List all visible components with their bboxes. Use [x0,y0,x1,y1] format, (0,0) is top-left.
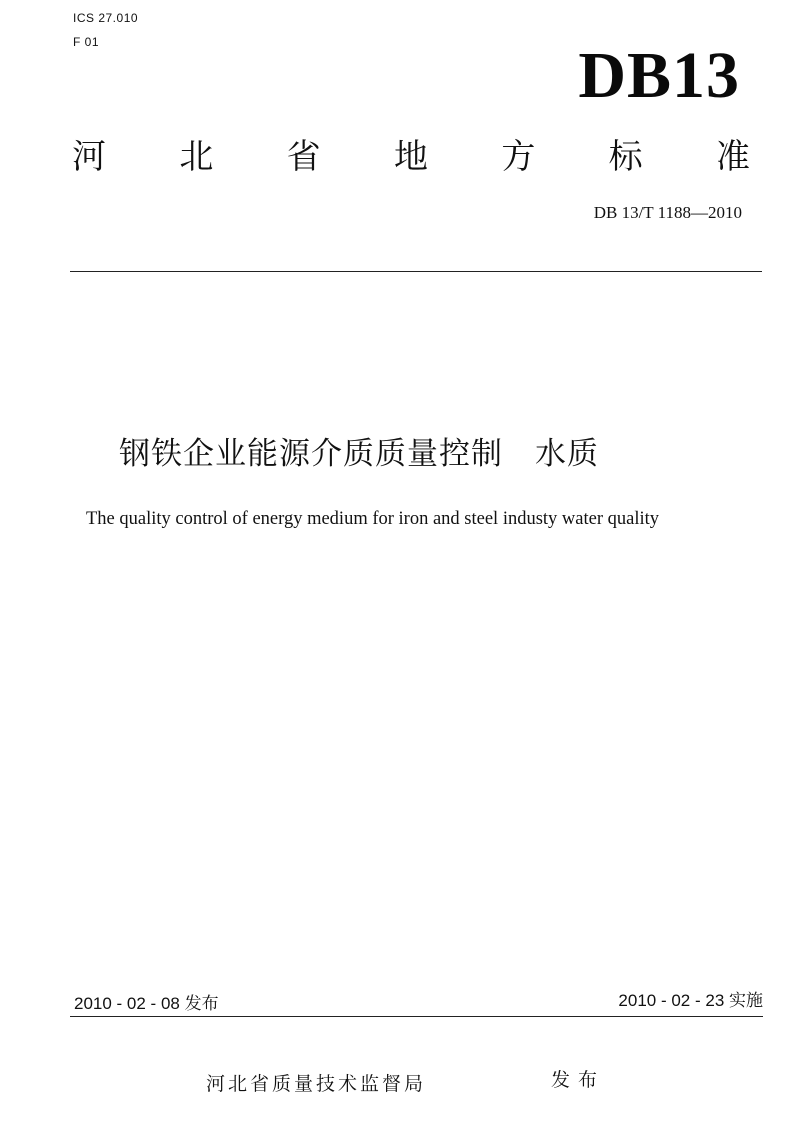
implementation-date: 2010 - 02 - 23 实施 [618,991,763,1010]
document-title-english: The quality control of energy medium for iron and steel industy water quality [86,509,660,529]
standard-type-heading [72,130,750,184]
footer-divider [70,1016,763,1017]
publish-label: 发布 [551,1069,606,1091]
header-divider [70,271,762,272]
document-title-chinese: 钢铁企业能源介质质量控制 水质 [119,436,599,472]
standard-type-char: 准 [715,137,750,177]
publisher-name: 河北省质量技术监督局 [206,1073,427,1095]
standard-type-char: 标 [608,137,643,177]
standard-type-char: 方 [501,137,536,177]
ccs-code: F 01 [73,35,100,49]
issue-date: 2010 - 02 - 08 发布 [74,994,219,1013]
standard-type-char: 河 [72,137,106,177]
ics-code: ICS 27.010 [73,11,139,25]
standard-type-char: 北 [179,137,214,177]
standard-type-char: 省 [286,137,321,177]
standard-brand-mark: DB13 [578,39,740,112]
standard-number: DB 13/T 1188—2010 [593,203,742,222]
standard-type-char: 地 [393,137,428,177]
